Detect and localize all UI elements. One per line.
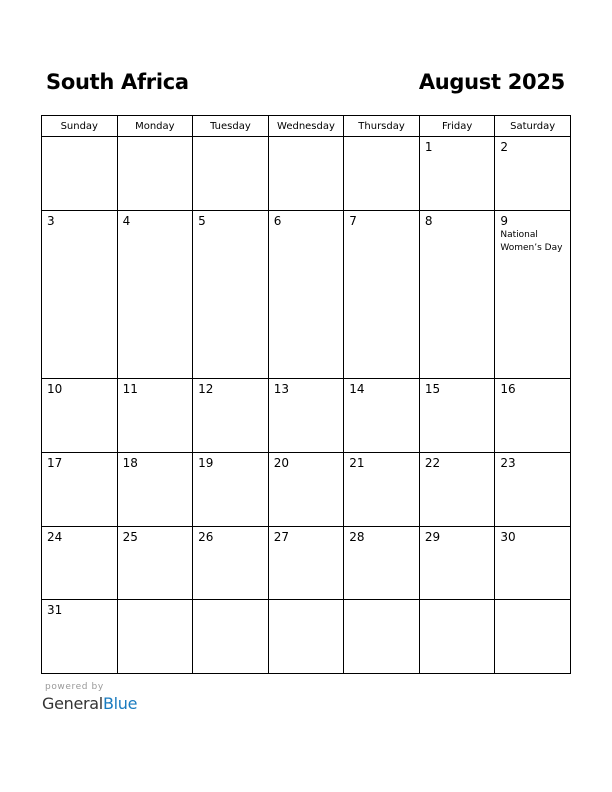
day-number: 6 <box>273 213 282 228</box>
day-cell <box>117 526 193 600</box>
day-number: 27 <box>273 529 289 544</box>
day-cell <box>495 600 571 674</box>
day-cell <box>117 452 193 526</box>
day-number: 10 <box>47 382 63 397</box>
day-cell <box>193 379 269 453</box>
day-number: 19 <box>198 455 214 470</box>
weekday-saturday: Saturday <box>495 116 571 137</box>
day-cell <box>42 526 118 600</box>
weekday-friday: Friday <box>419 116 495 137</box>
day-cell <box>117 600 193 674</box>
day-number: 31 <box>47 603 63 618</box>
brand-blue: Blue <box>102 694 138 713</box>
day-cell <box>495 526 571 600</box>
day-cell <box>42 379 118 453</box>
day-cell <box>344 452 420 526</box>
day-cell <box>193 210 269 378</box>
holiday-label: National Women’s Day <box>500 229 563 253</box>
day-cell <box>268 137 344 211</box>
calendar-grid <box>41 115 571 674</box>
day-cell <box>495 452 571 526</box>
day-cell <box>344 379 420 453</box>
day-number: 14 <box>349 382 365 397</box>
day-cell <box>193 526 269 600</box>
day-cell <box>117 379 193 453</box>
day-cell <box>42 600 118 674</box>
day-number: 25 <box>122 529 138 544</box>
weekday-thursday: Thursday <box>344 116 420 137</box>
day-number: 17 <box>47 455 63 470</box>
day-cell <box>117 137 193 211</box>
week-row <box>42 600 571 674</box>
day-number: 16 <box>500 382 516 397</box>
day-cell <box>344 137 420 211</box>
day-cell <box>495 379 571 453</box>
day-cell <box>268 600 344 674</box>
day-cell <box>419 452 495 526</box>
week-row <box>42 137 571 211</box>
day-number: 2 <box>500 140 509 154</box>
day-cell <box>268 379 344 453</box>
weekday-tuesday: Tuesday <box>193 116 269 137</box>
day-number: 20 <box>273 455 289 470</box>
day-number: 21 <box>349 455 365 470</box>
powered-by-label: powered by <box>45 682 104 692</box>
day-cell <box>42 137 118 211</box>
day-number: 3 <box>47 213 55 228</box>
day-number: 15 <box>424 382 441 397</box>
day-number: 9 <box>500 213 509 228</box>
week-row <box>42 379 571 453</box>
day-cell <box>344 600 420 674</box>
day-cell <box>495 210 571 378</box>
weekday-wednesday: Wednesday <box>268 116 344 137</box>
week-row <box>42 452 571 526</box>
day-number: 30 <box>500 529 516 544</box>
month-year-title: August 2025 <box>418 70 565 94</box>
weekday-monday: Monday <box>117 116 193 137</box>
day-number: 13 <box>273 382 289 397</box>
day-number: 1 <box>424 140 433 154</box>
day-number: 26 <box>198 529 214 544</box>
day-number: 7 <box>349 213 357 228</box>
day-number: 8 <box>424 213 433 228</box>
day-cell <box>419 379 495 453</box>
week-row <box>42 526 571 600</box>
brand-logo <box>42 694 137 713</box>
day-number: 12 <box>198 382 214 397</box>
country-title: South Africa <box>46 70 189 94</box>
day-number: 23 <box>500 455 516 470</box>
day-cell <box>42 452 118 526</box>
day-cell <box>419 137 495 211</box>
day-number: 28 <box>349 529 365 544</box>
day-cell <box>193 137 269 211</box>
day-cell <box>268 210 344 378</box>
day-number: 24 <box>47 529 63 544</box>
day-cell <box>344 210 420 378</box>
day-cell <box>268 452 344 526</box>
day-cell <box>419 526 495 600</box>
day-cell <box>344 526 420 600</box>
day-cell <box>193 452 269 526</box>
day-cell <box>193 600 269 674</box>
day-number: 5 <box>198 213 206 228</box>
day-number: 22 <box>424 455 441 470</box>
day-cell <box>117 210 193 378</box>
weekday-sunday: Sunday <box>42 116 118 137</box>
day-number: 4 <box>122 213 131 228</box>
brand-general: General <box>42 694 103 713</box>
day-number: 29 <box>424 529 441 544</box>
day-cell <box>495 137 571 211</box>
day-cell <box>42 210 118 378</box>
day-cell <box>419 210 495 378</box>
day-number: 11 <box>122 382 138 397</box>
day-cell <box>268 526 344 600</box>
day-number: 18 <box>122 455 138 470</box>
weekday-header-row <box>42 116 571 137</box>
week-row <box>42 210 571 378</box>
day-cell <box>419 600 495 674</box>
